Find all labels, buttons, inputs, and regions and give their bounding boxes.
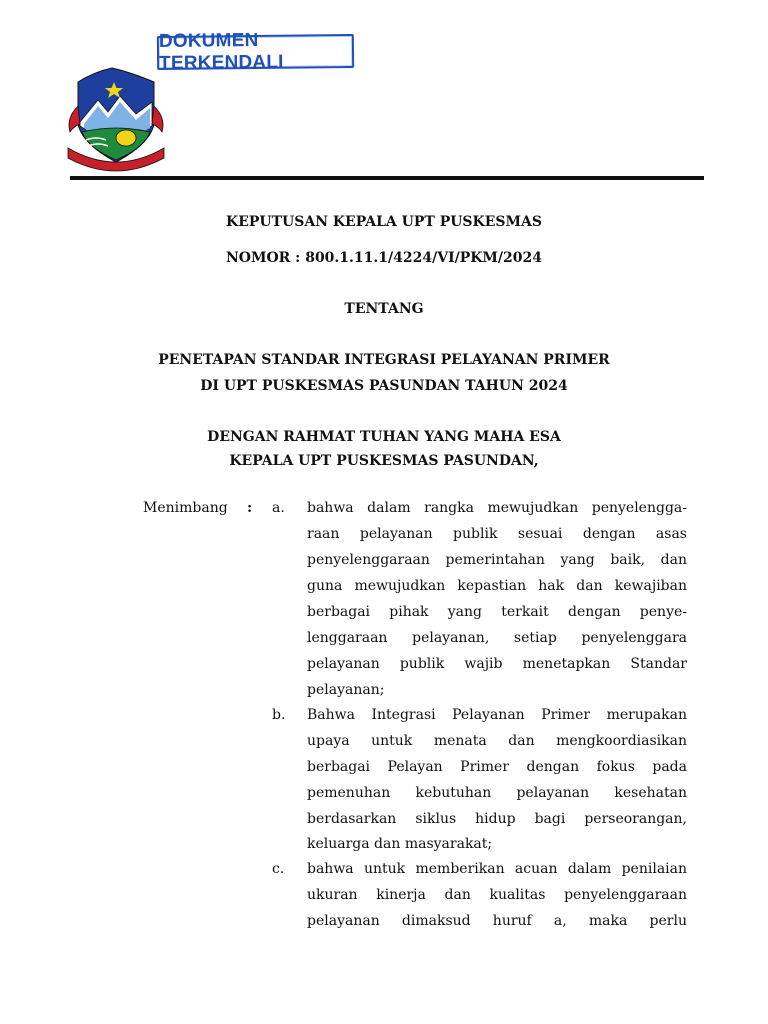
regional-crest-logo bbox=[64, 66, 168, 176]
menimbang-colon: : bbox=[247, 500, 253, 516]
item-a-line: bahwa dalam rangka mewujudkan penyelengga- bbox=[307, 500, 687, 516]
item-a-line: lenggaraan pelayanan, setiap penyelenggara bbox=[307, 630, 687, 646]
item-letter-b: b. bbox=[272, 707, 286, 723]
item-c-line: ukuran kinerja dan kualitas penyelenggaraan bbox=[307, 887, 687, 903]
item-b-line: Bahwa Integrasi Pelayanan Primer merupakan bbox=[307, 707, 687, 723]
subject-line-2: DI UPT PUSKESMAS PASUNDAN TAHUN 2024 bbox=[200, 378, 568, 394]
item-b-line: upaya untuk menata dan mengkoordiasikan bbox=[307, 733, 687, 749]
item-b-line: berbagai Pelayan Primer dengan fokus pada bbox=[307, 759, 687, 775]
item-a-line: berbagai pihak yang terkait dengan penye- bbox=[307, 604, 687, 620]
item-c-line: bahwa untuk memberikan acuan dalam penilaian bbox=[307, 861, 687, 877]
menimbang-label: Menimbang bbox=[143, 500, 228, 516]
item-b-line: keluarga dan masyarakat; bbox=[307, 836, 493, 852]
item-a-line: guna mewujudkan kepastian hak dan kewajiban bbox=[307, 578, 687, 594]
header-divider bbox=[70, 176, 704, 180]
opening-line-2: KEPALA UPT PUSKESMAS PASUNDAN, bbox=[229, 453, 539, 469]
decree-title: KEPUTUSAN KEPALA UPT PUSKESMAS bbox=[226, 214, 542, 230]
item-a-line: penyelenggaraan pemerintahan yang baik, dan bbox=[307, 552, 687, 568]
item-a-line: raan pelayanan publik sesuai dengan asas bbox=[307, 526, 687, 542]
item-letter-a: a. bbox=[272, 500, 285, 516]
decree-number: NOMOR : 800.1.11.1/4224/VI/PKM/2024 bbox=[225, 250, 543, 266]
tentang-heading: TENTANG bbox=[344, 301, 424, 317]
item-a-line: pelayanan publik wajib menetapkan Standar bbox=[307, 656, 687, 672]
item-c-line: pelayanan dimaksud huruf a, maka perlu bbox=[307, 913, 687, 929]
opening-line-1: DENGAN RAHMAT TUHAN YANG MAHA ESA bbox=[207, 429, 561, 445]
item-letter-c: c. bbox=[272, 861, 285, 877]
item-a-line: pelayanan; bbox=[307, 682, 385, 698]
item-b-line: pemenuhan kebutuhan pelayanan kesehatan bbox=[307, 785, 687, 801]
controlled-document-stamp: DOKUMEN TERKENDALI bbox=[157, 34, 354, 70]
subject-line-1: PENETAPAN STANDAR INTEGRASI PELAYANAN PRIMER bbox=[158, 352, 610, 368]
item-b-line: berdasarkan siklus hidup bagi perseorangan, bbox=[307, 811, 687, 827]
